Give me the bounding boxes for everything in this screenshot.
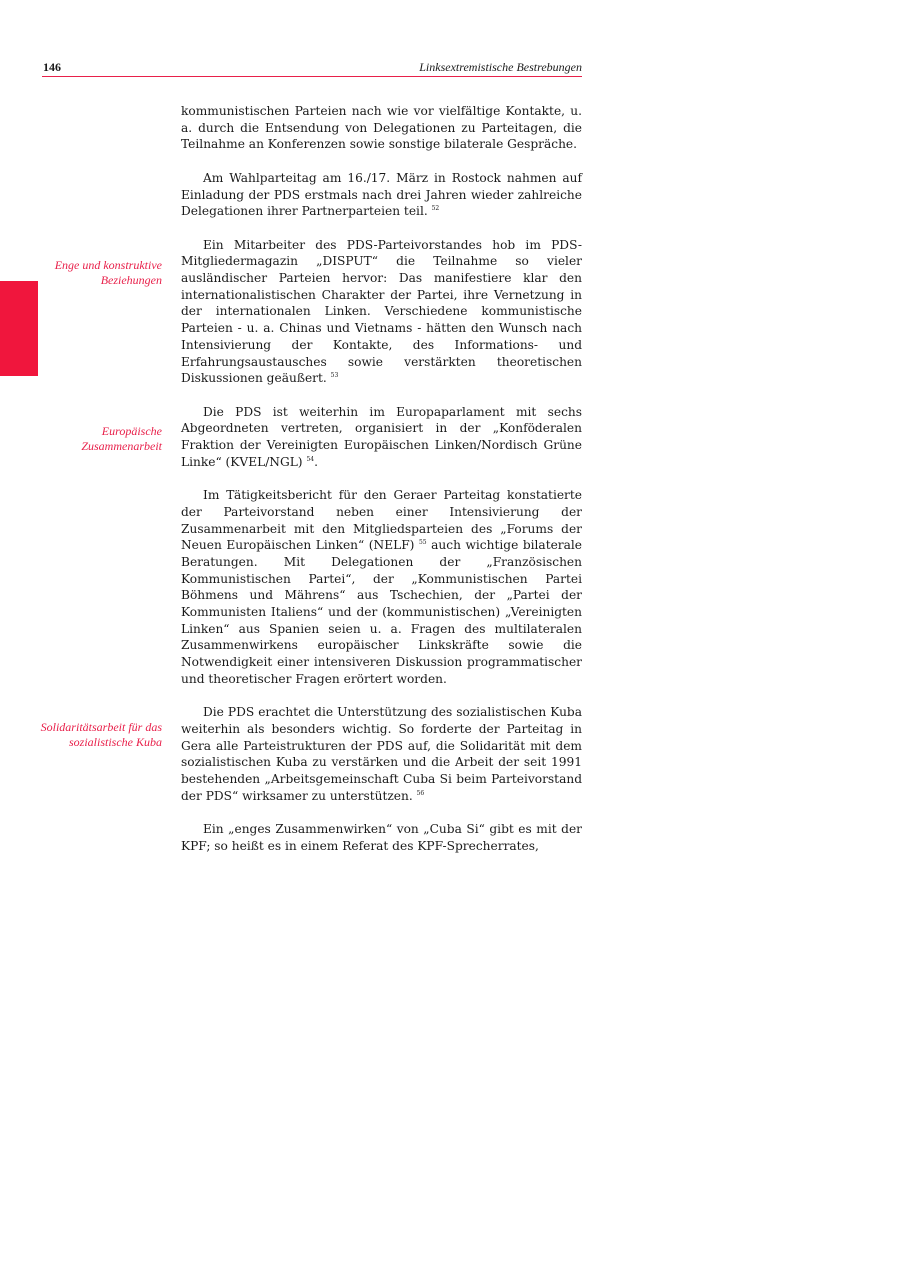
running-title: Linksextremistische Bestrebungen [419, 60, 582, 74]
footnote-ref: 56 [416, 789, 425, 797]
paragraph: Ein „enges Zusammenwirken“ von „Cuba Si“ gibt es mit der KPF; so heißt es in einem Referat des KPF-Sprecherrates, [181, 822, 582, 853]
chapter-tab-marker [0, 281, 38, 376]
paragraph: kommunistischen Parteien nach wie vor vielfältige Kontakte, u. a. durch die Entsendung von Delegationen zu Parteitagen, die Teilnahme an Konferenzen sowie sonstige bilaterale Gespräche. [181, 104, 582, 152]
paragraph: Die PDS erachtet die Unterstützung des sozialistischen Kuba weiterhin als besonders wichtig. So forderte der Parteitag in Gera alle Parteistrukturen der PDS auf, die Solidarität mit dem sozialistischen Kuba zu verstärken und die Arbeit der seit 1991 bestehenden „Arbeitsgemeinschaft Cuba Si beim Parteivorstand der PDS“ wirksamer zu unterstützen. $^{56}$ [181, 705, 582, 803]
footnote-ref: 53 [330, 372, 339, 380]
paragraph: Die PDS ist weiterhin im Europaparlament mit sechs Abgeordneten vertreten, organisiert in der „Konföderalen Fraktion der Vereinigten Europäischen Linken/Nordisch Grüne Linke“ (KVEL/NGL) $^{54}$. [181, 404, 582, 469]
footnote-ref: 55 [418, 539, 427, 547]
footnote-ref: 52 [431, 205, 440, 213]
paragraph: Am Wahlparteitag am 16./17. März in Rostock nahmen auf Einladung der PDS erstmals nach drei Jahren wieder zahlreiche Delegationen ihrer Partnerparteien teil. $^{52}$ [181, 170, 582, 219]
margin-note-relations: Enge und konstruktive Beziehungen [54, 258, 162, 287]
footnote-ref: 54 [306, 455, 315, 463]
paragraph: Im Tätigkeitsbericht für den Geraer Parteitag konstatierte der Parteivorstand neben einer Intensivierung der Zusammenarbeit mit den Mitgliedsparteien des „Forums der Neuen Europäischen Linken“ (NELF) $^{55}$ auch wichtige bilaterale Beratungen. Mit Delegationen der „Französischen Kommunistischen Partei“, der „Kommunistischen Partei Böhmens und Mährens“ aus Tschechien, der „Partei der Kommunisten Italiens“ und der (kommunistischen) „Vereinigten Linken“ aus Spanien seien u. a. Fragen des multilateralen Zusammenwirkens europäischer Linkskräfte sowie die Notwendigkeit einer intensiveren Diskussion programmatischer und theoretischer Fragen erörtert worden. [181, 488, 583, 686]
page-header [42, 60, 582, 77]
page-number: 146 [43, 60, 61, 74]
paragraph: Ein Mitarbeiter des PDS-Parteivorstandes hob im PDS-Mitgliedermagazin „DISPUT“ die Teilnahme so vieler ausländischer Parteien hervor: Das manifestiere klar den internationalistischen Charakter der Partei, ihre Vernetzung in der internationalen Linken. Verschiedene kommunistische Parteien - u. a. Chinas und Vietnams - hätten den Wunsch nach Intensivierung der Kontakte, des Informations- und Erfahrungsaustausches sowie verstärkten theoretischen Diskussionen geäußert. $^{53}$ [181, 237, 582, 386]
margin-note-cuba: Solidaritätsarbeit für das sozialistische Kuba [40, 720, 162, 749]
margin-note-europe: Europäische Zusammenarbeit [81, 424, 162, 453]
main-text-column [181, 103, 582, 871]
